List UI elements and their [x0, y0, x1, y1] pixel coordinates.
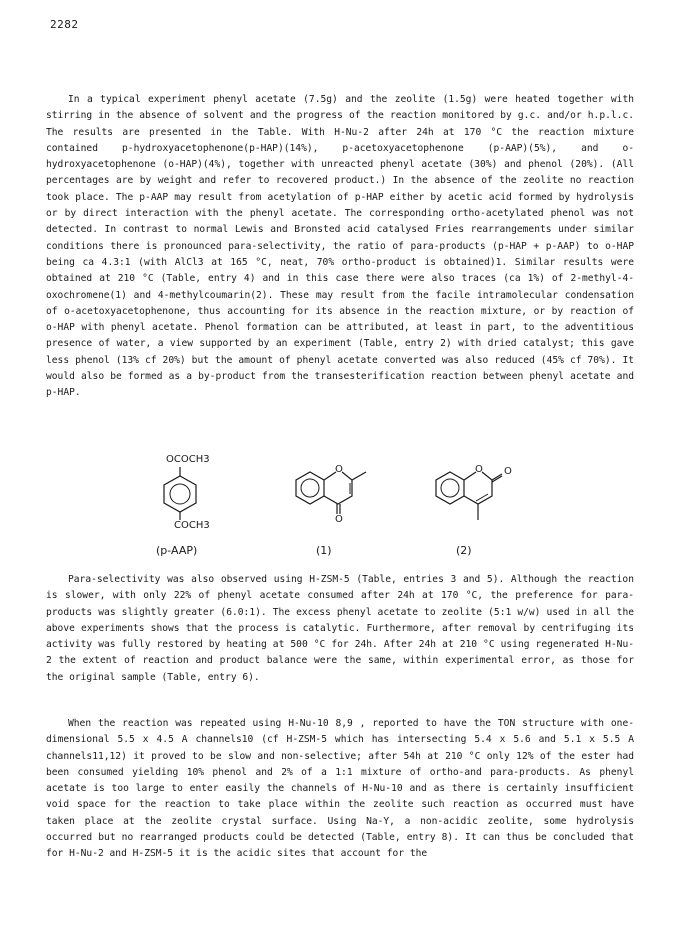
- paragraph-text: When the reaction was repeated using H-Nu-10 8,9 , reported to have the TON structure with one-dimensional 5.5 x 4.5 A channels10 (cf H-ZSM-5 which has intersecting 5.4 x 5.6 and 5.1 x 5.5 A channels11,12) it proved to be slow and non-selective; after 54h at 210 °C only 12% of the ester had been consumed yielding 10% phenol and 2% of a 1:1 mixture of ortho-and para-products. As phenyl acetate is too large to enter easily the channels of H-Nu-10 and as there is certainly insufficient void space for the reaction to take place within the zeolite such reaction as occurred must have taken place at the zeolite crystal surface. Using Na-Y, a non-acidic zeolite, some hydrolysis occurred but no rearranged products could be detected (Table, entry 8). It can thus be concluded that for H-Nu-2 and H-ZSM-5 it is the acidic sites that account for the: [46, 718, 634, 860]
- structure-compound-2: [420, 454, 530, 564]
- acetyl-group-label: COCH3: [174, 520, 210, 531]
- ring-oxygen-label: O: [335, 464, 343, 475]
- structure-p-aap: [150, 454, 240, 564]
- chemical-structures: [150, 454, 530, 564]
- p-aap-caption: (p-AAP): [156, 544, 198, 557]
- compound-1-caption: (1): [316, 544, 332, 557]
- body-paragraph: [46, 572, 634, 686]
- carbonyl-oxygen-label: O: [504, 466, 512, 477]
- page-number: 2282: [50, 18, 79, 31]
- acetoxy-group-label: OCOCH3: [166, 454, 210, 465]
- paragraph-text: Para-selectivity was also observed using H-ZSM-5 (Table, entries 3 and 5). Although the reaction is slower, with only 22% of phenyl acetate consumed after 24h at 170 °C, the preference for para-products was slightly greater (6.0:1). The excess phenyl acetate to zeolite (5:1 w/w) used in all the above experiments shows that the process is catalytic. Furthermore, after removal by centrifuging its activity was fully restored by heating at 500 °C for 24h. After 24h at 210 °C using regenerated H-Nu-2 the extent of reaction and product balance were the same, within experimental error, as those for the original sample (Table, entry 6).: [46, 574, 634, 683]
- body-paragraph: [46, 92, 634, 402]
- paragraph-text: In a typical experiment phenyl acetate (7.5g) and the zeolite (1.5g) were heated together with stirring in the absence of solvent and the progress of the reaction monitored by g.c. and/or h.p.l.c. The results are presented in the Table. With H-Nu-2 after 24h at 170 °C the reaction mixture contained p-hydroxyacetophenone(p-HAP)(14%), p-acetoxyacetophenone (p-AAP)(5%), and o-hydroxyacetophenone (o-HAP)(4%), together with unreacted phenyl acetate (30%) and phenol (20%). (All percentages are by weight and refer to recovered product.) In the absence of the zeolite no reaction took place. The p-AAP may result from acetylation of p-HAP either by acetic acid formed by hydrolysis or by direct interaction with the phenyl acetate. The corresponding ortho-acetylated phenol was not detected. In contrast to normal Lewis and Bronsted acid catalysed Fries rearrangements under similar conditions there is pronounced para-selectivity, the ratio of para-products (p-HAP + p-AAP) to o-HAP being ca 4.3:1 (with AlCl3 at 165 °C, neat, 70% ortho-product is obtained)1. Similar results were obtained at 210 °C (Table, entry 4) and in this case there were also traces (ca 1%) of 2-methyl-4-oxochromene(1) and 4-methylcoumarin(2). These may result from the facile intramolecular condensation of o-acetoxyacetophenone, thus accounting for its absence in the reaction mixture, or by reaction of o-HAP with phenyl acetate. Phenol formation can be attributed, at least in part, to the adventitious presence of water, a view supported by an experiment (Table, entry 2) with dried catalyst; this gave less phenol (13% cf 20%) but the amount of phenyl acetate converted was also reduced (45% cf 70%). It would also be formed as a by-product from the transesterification reaction between phenyl acetate and p-HAP.: [46, 94, 634, 399]
- ring-oxygen-label: O: [475, 464, 483, 475]
- compound-2-caption: (2): [456, 544, 472, 557]
- body-paragraph: [46, 716, 634, 863]
- structure-compound-1: [280, 454, 390, 564]
- carbonyl-oxygen-label: O: [335, 514, 343, 525]
